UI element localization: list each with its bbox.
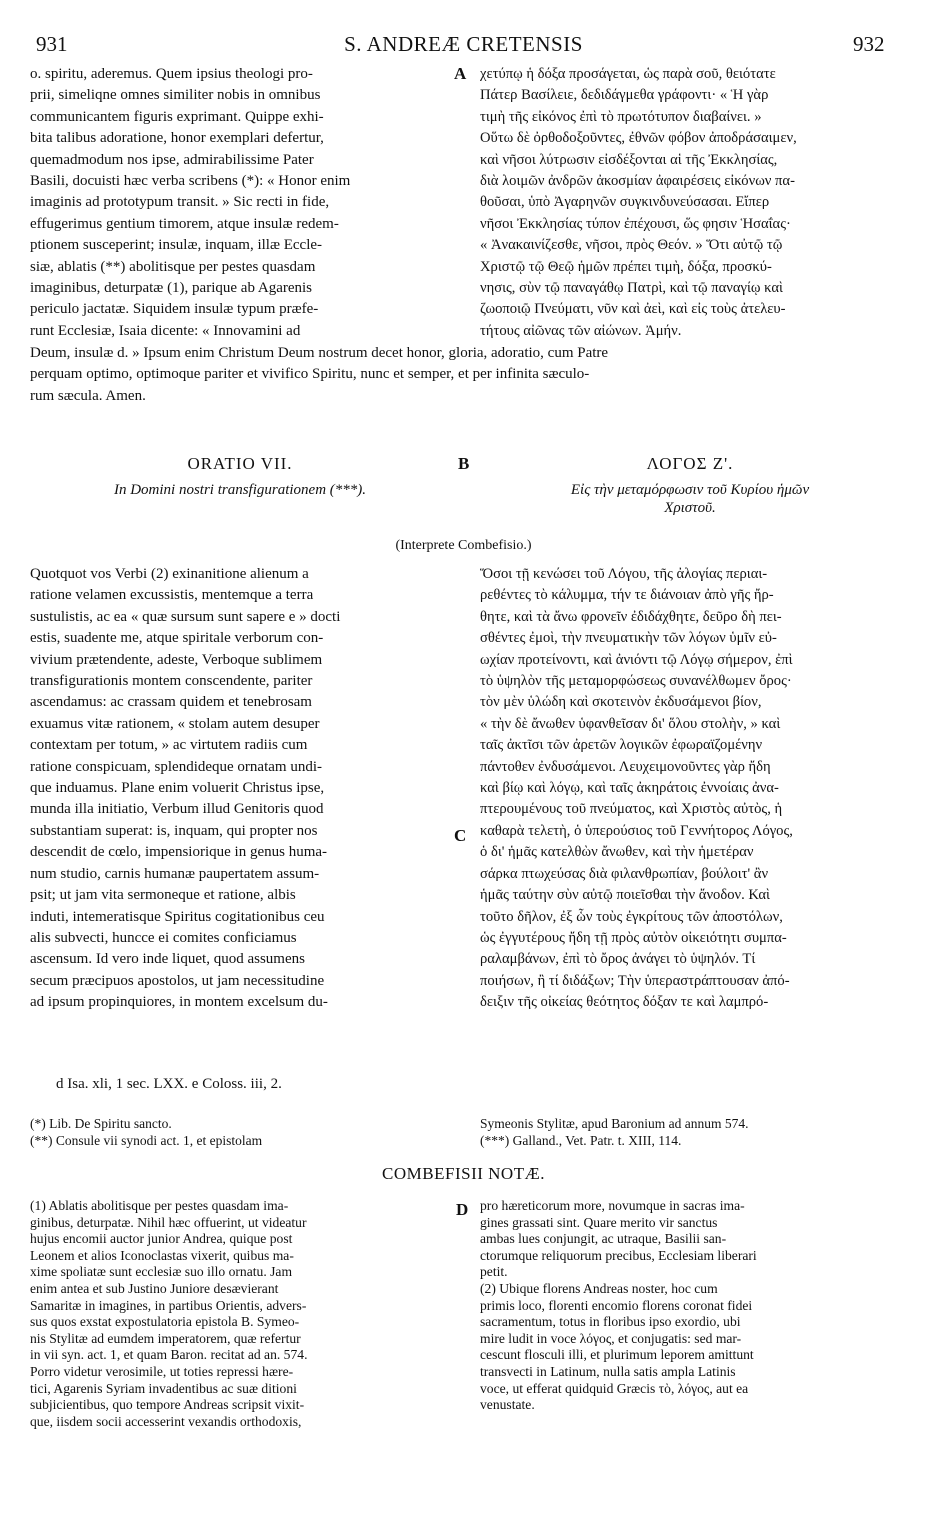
text-line: πτερουμένους τοῦ πνεύματος, καὶ Χριστὸς αὐτὸς, ἡ — [480, 801, 783, 818]
text-line: δειξιν τῆς οἰκείας θεότητος δόξαν τε καὶ λαμπρό- — [480, 994, 769, 1011]
note-line: in vii syn. act. 1, et quam Baron. recitat ad an. 574. — [30, 1347, 308, 1363]
note-line: enim antea et sub Justino Juniore desævierant — [30, 1280, 279, 1296]
text-line: transfigurationis montem conscendente, pariter — [30, 673, 313, 690]
text-line: καθαρὰ τελετὴ, ὁ ὑπερούσιος τοῦ Γεννήτορος Λόγος, — [480, 822, 793, 839]
text-line: Πάτερ Βασίλειε, δεδιδάγμεθα γράφοντι· « Ἡ γὰρ — [480, 87, 769, 104]
footnote: (**) Consule vii synodi act. 1, et epistolam — [30, 1132, 263, 1148]
greek-oration-heading: ΛΟΓΟΣ Ζ'. — [646, 454, 734, 473]
text-line: ascensum. Id vero inde liquet, quod assumens — [30, 951, 305, 968]
text-line: descendit de cœlo, impensiorique in genus huma- — [30, 844, 328, 861]
main-greek-column — [480, 564, 900, 1014]
note-line: hujus encomii auctor junior Andrea, quique post — [30, 1231, 293, 1247]
margin-letter-c: C — [454, 826, 467, 845]
latin-oration-subtitle: In Domini nostri transfigurationem (***). — [113, 482, 367, 498]
note-line: voce, ut efferat quidquid Græcis τὸ, λόγος, aut ea — [480, 1380, 749, 1396]
text-line: exuamus vitæ rationem, « stolam autem desuper — [30, 715, 320, 732]
margin-letter-b: B — [458, 454, 470, 473]
text-line: χετύπῳ ἡ δόξα προσάγεται, ὡς παρὰ σοῦ, θειότατε — [480, 66, 776, 82]
text-line: ωχίαν προτείνοντι, καὶ ἀνιόντι τῷ Λόγῳ σήμερον, ἐπὶ — [480, 651, 793, 668]
text-line: τὸ ὑψηλὸν τῆς μεταμορφώσεως συνανέλθωμεν ὄρος· — [480, 673, 792, 690]
text-line: bita talibus adoratione, honor exemplari defertur, — [30, 130, 324, 147]
text-line: imaginis ad prototypum transit. » Sic recti in fide, — [30, 194, 330, 211]
note-line: sacramentum, totus in floribus ipso exordio, ubi — [480, 1314, 741, 1330]
text-line: runt Ecclesiæ, Isaia dicente: « Innovamini ad — [30, 322, 301, 339]
text-line: secum præcipuos apostolos, ut jam necessitudine — [30, 972, 325, 989]
text-line: ποιήσων, ἢ τί διδάξων; Τὴν ὑπεραστράπτουσαν ἀπό- — [480, 972, 790, 989]
note-line: tici, Agarenis Syriam invadentibus ac suæ ditioni — [30, 1380, 297, 1396]
text-line: munda illa initiatio, Verbum illud Genitoris quod — [30, 801, 324, 818]
text-line: ρεθέντες τὸ κάλυμμα, τήν τε διάνοιαν ἀπὸ γῆς ἤρ- — [480, 587, 774, 604]
text-line: τήτους αἰῶνας τῶν αἰώνων. Ἀμήν. — [480, 322, 682, 339]
note-line: petit. — [480, 1264, 508, 1280]
text-line: ptionem susceperint; insulæ, inquam, illæ Eccle- — [30, 237, 323, 254]
note-line: ginibus, deturpatæ. Nihil hæc offuerint, ut videatur — [30, 1214, 307, 1230]
greek-oration-subtitle-cont: Χριστοῦ. — [664, 500, 716, 516]
notes-left-column — [30, 1198, 450, 1430]
margin-letter-a: A — [454, 64, 467, 83]
note-line: ambas lues conjungit, ac utraque, Basilii san- — [480, 1231, 727, 1247]
text-line: θητε, καὶ τὰ ἄνω φρονεῖν ἐδιδάχθητε, δεῦρο δὴ πει- — [480, 608, 782, 625]
note-line: (2) Ubique florens Andreas noster, hoc cum — [480, 1280, 718, 1296]
footnotes-left — [30, 1116, 450, 1150]
text-line: « Ἀνακαινίζεσθε, νῆσοι, πρὸς Θεόν. » Ὅτι αὐτῷ τῷ — [480, 237, 783, 254]
text-line: periculo jactatæ. Siquidem insulæ typum præfe- — [30, 301, 319, 318]
text-line: num studio, carnis humanæ paupertatem assum- — [30, 865, 320, 882]
note-line: Samaritæ in imagines, in partibus Orientis, advers- — [30, 1297, 307, 1313]
note-line: primis loco, florenti encomio florens coronat fidei — [480, 1297, 753, 1313]
text-line: τὸν μὲν ὑλώδη καὶ σκοτεινὸν ἐκδυσάμενοι βίον, — [480, 694, 762, 711]
text-line: que induamus. Plane enim voluerit Christus ipse, — [30, 780, 325, 797]
full-width-paragraph — [30, 343, 900, 407]
text-line: Οὕτω δὲ ὀρθοδοξοῦντες, ἐθνῶν φόβον ἀποδράσαιμεν, — [480, 130, 797, 147]
text-line: ratione velamen excussistis, mentemque a terra — [30, 587, 314, 604]
text-line: ad ipsum propinquiores, in montem excelsum du- — [30, 994, 328, 1011]
greek-oration-subtitle: Εἰς τὴν μεταμόρφωσιν τοῦ Κυρίου ἡμῶν — [570, 482, 810, 498]
text-line: Basili, docuisti hæc verba scribens (*): « Honor enim — [30, 173, 351, 190]
text-line: ραλαμβάνων, ἐπὶ τὸ ὄρος ἀνάγει τὸ ὑψηλόν. Τί — [480, 951, 756, 968]
footnote: (***) Galland., Vet. Patr. t. XIII, 114. — [480, 1132, 682, 1148]
note-line: xime spoliatæ sunt ecclesiæ suo illo ornatu. Jam — [30, 1264, 293, 1280]
text-line: Quotquot vos Verbi (2) exinanitione alienum a — [30, 566, 309, 582]
text-line: alis subvecti, huncce ei comites conficiamus — [30, 929, 297, 946]
text-line: Deum, insulæ d. » Ipsum enim Christum Deum nostrum decet honor, gloria, adoratio, cum Patre — [30, 345, 609, 361]
text-line: διὰ λοιμῶν ἀνδρῶν ἀκοσμίαν ἀφαιρέσεις εἰκόνων πα- — [480, 173, 795, 190]
text-line: siæ, ablatis (**) abolitisque per pestes quasdam — [30, 258, 316, 275]
text-line: νησις, σὺν τῷ παναγάθῳ Πατρὶ, καὶ τῷ παναγίῳ καὶ — [480, 280, 783, 297]
text-line: πάντοθεν ἐνδυσάμενοι. Λευχειμονοῦντες γὰρ ἤδη — [480, 758, 771, 775]
note-line: mire ludit in voce λόγος, et conjugatis: sed mar- — [480, 1330, 742, 1346]
footnote: (*) Lib. De Spiritu sancto. — [30, 1116, 172, 1131]
text-line: σάρκα πτωχεύσας διὰ φιλανθρωπίαν, βούλοιτ' ἂν — [480, 865, 769, 882]
text-line: ζωοποιῷ Πνεύματι, νῦν καὶ ἀεὶ, καὶ εἰς τοὺς ἀτελευ- — [480, 301, 786, 318]
notes-heading: COMBEFISII NOTÆ. — [382, 1164, 545, 1183]
text-line: substantiam superat: is, inquam, qui propter nos — [30, 822, 318, 839]
text-line: Ὅσοι τῇ κενώσει τοῦ Λόγου, τῆς ἀλογίας περιαι- — [480, 566, 768, 582]
margin-letter-d: D — [456, 1200, 469, 1219]
text-line: ταῖς ἀκτῖσι τῶν ἀρετῶν λογικῶν ἐφωραϊζομένην — [480, 737, 763, 754]
note-line: nis Stylitæ ad eumdem imperatorem, quæ refertur — [30, 1330, 301, 1346]
note-line: pro hæreticorum more, novumque in sacras ima- — [480, 1198, 745, 1213]
note-line: subjicientibus, quo tempore Andreas scripsit vixit- — [30, 1397, 305, 1413]
text-line: induti, intemeratisque Spiritus cogitationibus ceu — [30, 908, 325, 925]
note-line: gines grassati sint. Quare merito vir sanctus — [480, 1214, 718, 1230]
text-line: ὡς ἐγγυτέρους ἤδη τῇ πρὸς αὐτὸν οἰκειότητι συμπα- — [480, 929, 787, 946]
scripture-references: d Isa. xli, 1 sec. LXX. e Coloss. iii, 2. — [56, 1076, 282, 1092]
note-line: Porro videtur verosimile, ut toties repressi hære- — [30, 1363, 294, 1379]
text-line: ἡμᾶς ταύτην σὺν αὐτῷ ποιεῖσθαι τὴν ἄνοδον. Καὶ — [480, 887, 770, 904]
interpreter-note: (Interprete Combefisio.) — [395, 538, 532, 553]
footnote: Symeonis Stylitæ, apud Baronium ad annum 574. — [480, 1116, 749, 1131]
text-line: Χριστῷ τῷ Θεῷ ἡμῶν πρέπει τιμὴ, δόξα, προσκύ- — [480, 258, 772, 275]
text-line: prii, simeliqne omnes similiter nobis in omnibus — [30, 87, 321, 104]
text-line: τιμὴ τῆς εἰκόνος ἐπὶ τὸ πρωτότυπον διαβαίνει. » — [480, 108, 762, 125]
note-line: sus quos exstat expostulatoria epistola B. Symeo- — [30, 1314, 300, 1330]
note-line: cescunt flosculi illi, et plurimum leporem amittunt — [480, 1347, 754, 1363]
text-line: ascendamus: ac crassam quidem et tenebrosam — [30, 694, 312, 711]
text-line: τοῦτο δῆλον, ἐξ ὧν τοὺς ἐγκρίτους τῶν ἀποστόλων, — [480, 908, 783, 925]
text-line: καὶ βίῳ καὶ λόγῳ, καὶ ταῖς ἀκηράτοις ἐννοίαις ἀνα- — [480, 780, 779, 797]
note-line: venustate. — [480, 1397, 535, 1413]
note-line: transvecti in Latinum, nulla satis ampla Latinis — [480, 1363, 736, 1379]
latin-oration-heading: ORATIO VII. — [187, 454, 293, 473]
footnotes-right — [480, 1116, 900, 1150]
text-line: psit; ut jam vita sermoneque et ratione, albis — [30, 887, 296, 904]
text-line: contextam per totum, » ac virtutem radiis cum — [30, 737, 308, 754]
text-line: « τὴν δὲ ἄνωθεν ὑφανθεῖσαν δι' ὅλου στολὴν, » καὶ — [480, 715, 781, 732]
page-number-left: 931 — [36, 32, 68, 56]
text-line: estis, suadente me, atque spiritale verborum con- — [30, 630, 324, 647]
note-line: ctorumque reliquorum precibus, Ecclesiam liberari — [480, 1247, 757, 1263]
text-line: o. spiritu, aderemus. Quem ipsius theologi pro- — [30, 66, 313, 82]
text-line: καὶ νῆσοι λύτρωσιν εἰσδέξονται αἱ τῆς Ἐκκλησίας, — [480, 151, 778, 168]
text-line: ὁ δι' ἡμᾶς κατελθὼν ἄνωθεν, καὶ τὴν ἡμετέραν — [480, 844, 754, 861]
note-line: Leonem et alios Iconoclastas vixerit, quibus ma- — [30, 1247, 294, 1263]
text-line: ratione conspicuam, splendideque ornatam undi- — [30, 758, 322, 775]
text-line: imaginibus, deturpatæ (1), parique ab Agarenis — [30, 280, 313, 297]
top-greek-column — [480, 64, 900, 342]
text-line: quemadmodum nos ipse, admirabilissime Pater — [30, 151, 314, 168]
text-line: σθέντες ἐμοὶ, τὴν πνευματικὴν τῶν λόγων ὑμῖν εὐ- — [480, 630, 777, 647]
text-line: θοῦσαι, ὑπὸ Ἀγαρηνῶν συγκινδυνεύσασαι. Εἴπερ — [480, 194, 770, 211]
text-line: vivium prætendente, adeste, Verboque sublimem — [30, 651, 323, 668]
text-line: communicantem figuris exprimant. Quippe exhi- — [30, 108, 324, 125]
text-line: νῆσοι Ἐκκλησίας τύπον ἐπέχουσι, ὥς φησιν Ἡσαΐας· — [480, 215, 791, 232]
page-number-right: 932 — [853, 32, 885, 56]
text-line: perquam optimo, optimoque pariter et vivifico Spiritu, nunc et semper, et per infinita sæculo- — [30, 366, 590, 383]
main-latin-column — [30, 564, 450, 1014]
notes-right-column — [480, 1198, 900, 1414]
text-line: effugerimus gentium timorem, atque insulæ redem- — [30, 215, 339, 232]
running-title: S. ANDREÆ CRETENSIS — [344, 32, 583, 56]
top-latin-column — [30, 64, 450, 342]
note-line: que, iisdem socii accesserint vexandis orthodoxis, — [30, 1413, 302, 1429]
note-line: (1) Ablatis abolitisque per pestes quasdam ima- — [30, 1198, 289, 1213]
text-line: sustulistis, ac ea « quæ sursum sunt sapere e » docti — [30, 608, 341, 625]
text-line: rum sæcula. Amen. — [30, 387, 146, 404]
